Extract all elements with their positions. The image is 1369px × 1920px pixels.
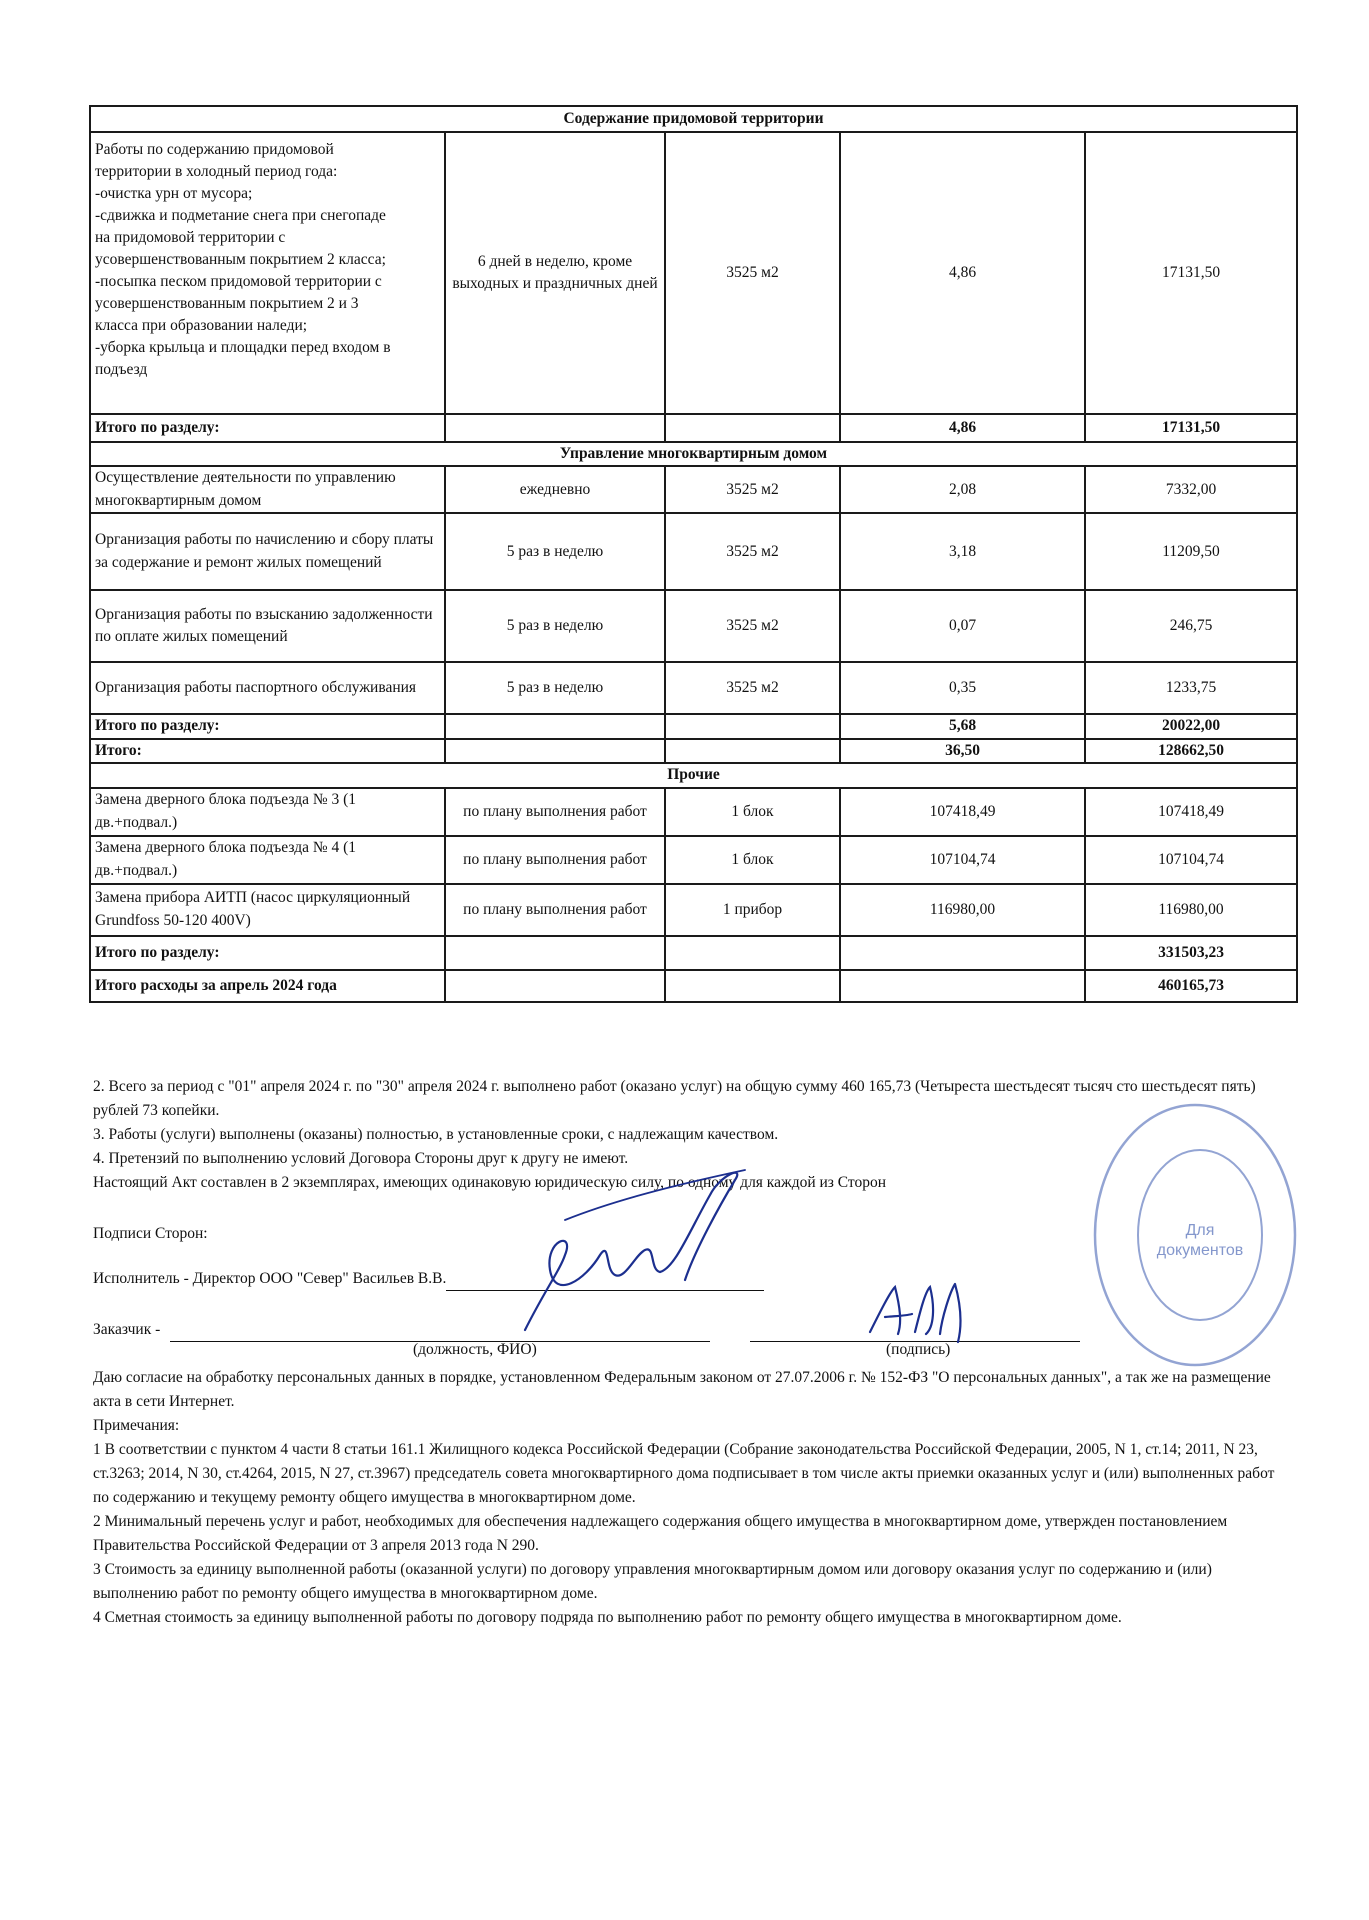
work-description: Замена прибора АИТП (насос циркуляционный Grundfoss 50-120 400V) bbox=[90, 884, 445, 936]
caption-position: (должность, ФИО) bbox=[413, 1341, 537, 1358]
statement-copies: Настоящий Акт составлен в 2 экземплярах, имеющих одинаковую юридическую силу, по одному для каждой из Сторон bbox=[93, 1174, 887, 1192]
section-header-row bbox=[90, 442, 1297, 466]
work-unit: 3525 м2 bbox=[665, 513, 840, 590]
work-description: Осуществление деятельности по управлению многоквартирным домом bbox=[90, 466, 445, 513]
note-2: 2 Минимальный перечень услуг и работ, необходимых для обеспечения надлежащего содержания общего имущества в многоквартирном доме, утвержден постановлением Правительства Российской Федерации от 3 апреля 2013 года N 290. bbox=[93, 1513, 1228, 1555]
executor-label: Исполнитель - Директор ООО "Север" Васильев В.В. bbox=[93, 1270, 447, 1287]
work-unit: 1 блок bbox=[665, 788, 840, 836]
signatures-title: Подписи Сторон: bbox=[93, 1225, 208, 1242]
table-row bbox=[90, 513, 1297, 590]
work-frequency: 5 раз в неделю bbox=[445, 662, 665, 714]
section-header-row bbox=[90, 106, 1297, 132]
total-label: Итого по разделу: bbox=[90, 414, 445, 442]
notes-title: Примечания: bbox=[93, 1417, 180, 1435]
work-description: Организация работы по начислению и сбору платы за содержание и ремонт жилых помещений bbox=[90, 513, 445, 590]
work-sum: 107418,49 bbox=[1085, 788, 1297, 836]
work-description: Замена дверного блока подъезда № 3 (1 дв.+подвал.) bbox=[90, 788, 445, 836]
consent-text: Даю согласие на обработку персональных данных в порядке, установленном Федеральным законом от 27.07.2006 г. № 152-ФЗ "О персональных данных", а так же на размещение акта в сети Интернет. bbox=[93, 1369, 1271, 1411]
table-row bbox=[90, 788, 1297, 836]
section-title: Управление многоквартирным домом bbox=[90, 442, 1297, 466]
section-title: Прочие bbox=[90, 763, 1297, 787]
total-sum: 20022,00 bbox=[1085, 714, 1297, 738]
works-table bbox=[89, 105, 1298, 1003]
work-rate: 0,35 bbox=[840, 662, 1085, 714]
note-1: 1 В соответствии с пунктом 4 части 8 статьи 161.1 Жилищного кодекса Российской Федерации (Собрание законодательства Российской Федерации, 2005, N 1, ст.14; 2011, N 23, ст.3263; 2014, N 30, ст.4264, 2015, N 27, ст.3967) председатель совета многоквартирного дома подписывает в том числе акты приемки оказанных услуг и (или) выполненных работ по содержанию и текущему ремонту общего имущества в многоквартирном доме. bbox=[93, 1441, 1275, 1507]
work-rate: 3,18 bbox=[840, 513, 1085, 590]
table-row bbox=[90, 884, 1297, 936]
work-rate: 107418,49 bbox=[840, 788, 1085, 836]
section-header-row bbox=[90, 763, 1297, 787]
work-sum: 246,75 bbox=[1085, 590, 1297, 662]
work-unit: 3525 м2 bbox=[665, 466, 840, 513]
total-label: Итого по разделу: bbox=[90, 936, 445, 970]
section-total-row bbox=[90, 936, 1297, 970]
work-frequency: ежедневно bbox=[445, 466, 665, 513]
work-frequency: 6 дней в неделю, кроме выходных и праздничных дней bbox=[445, 132, 665, 414]
table-row bbox=[90, 466, 1297, 513]
work-sum: 11209,50 bbox=[1085, 513, 1297, 590]
section-total-row bbox=[90, 714, 1297, 738]
work-frequency: по плану выполнения работ bbox=[445, 836, 665, 884]
expenses-total-row bbox=[90, 970, 1297, 1002]
executor-signature bbox=[505, 1160, 755, 1340]
work-sum: 7332,00 bbox=[1085, 466, 1297, 513]
work-frequency: 5 раз в неделю bbox=[445, 590, 665, 662]
notes-block bbox=[93, 1366, 1293, 1630]
work-unit: 3525 м2 bbox=[665, 590, 840, 662]
table-row bbox=[90, 836, 1297, 884]
work-rate: 116980,00 bbox=[840, 884, 1085, 936]
total-sum: 331503,23 bbox=[1085, 936, 1297, 970]
stamp-text-line2: документов bbox=[1156, 1242, 1244, 1259]
work-description: Замена дверного блока подъезда № 4 (1 дв.+подвал.) bbox=[90, 836, 445, 884]
expenses-total-sum: 460165,73 bbox=[1085, 970, 1297, 1002]
statement-no-claims: 4. Претензий по выполнению условий Договора Стороны друг к другу не имеют. bbox=[93, 1150, 629, 1168]
total-sum: 17131,50 bbox=[1085, 414, 1297, 442]
work-unit: 1 прибор bbox=[665, 884, 840, 936]
work-description: Организация работы паспортного обслуживания bbox=[90, 662, 445, 714]
work-unit: 3525 м2 bbox=[665, 132, 840, 414]
statement-total: 2. Всего за период с "01" апреля 2024 г. по "30" апреля 2024 г. выполнено работ (оказано услуг) на общую сумму 460 165,73 (Четыреста шестьдесят тысяч сто шестьдесят пять) рублей 73 копейки. bbox=[93, 1078, 1256, 1120]
grand-total-rate: 36,50 bbox=[840, 739, 1085, 763]
note-4: 4 Сметная стоимость за единицу выполненной работы по договору подряда по выполнению работ по ремонту общего имущества в многоквартирном доме. bbox=[93, 1609, 1122, 1627]
grand-total-row bbox=[90, 739, 1297, 763]
customer-label: Заказчик - bbox=[93, 1321, 161, 1338]
work-unit: 1 блок bbox=[665, 836, 840, 884]
work-frequency: 5 раз в неделю bbox=[445, 513, 665, 590]
work-description: Работы по содержанию придомовой территории в холодный период года: -очистка урн от мусора; -сдвижка и подметание снега при снегопаде на придомовой территории с усовершенствованным покрытием 2 класса; -посыпка песком придомовой территории с усовершенствованным покрытием 2 и 3 класса при образовании наледи; -уборка крыльца и площадки перед входом в подъезд bbox=[90, 132, 445, 414]
table-row bbox=[90, 590, 1297, 662]
work-rate: 0,07 bbox=[840, 590, 1085, 662]
work-rate: 4,86 bbox=[840, 132, 1085, 414]
grand-total-sum: 128662,50 bbox=[1085, 739, 1297, 763]
table-row bbox=[90, 662, 1297, 714]
work-rate: 107104,74 bbox=[840, 836, 1085, 884]
table-row bbox=[90, 132, 1297, 414]
statement-quality: 3. Работы (услуги) выполнены (оказаны) полностью, в установленные сроки, с надлежащим качеством. bbox=[93, 1126, 779, 1144]
customer-signature bbox=[860, 1272, 980, 1352]
total-label: Итого по разделу: bbox=[90, 714, 445, 738]
work-rate: 2,08 bbox=[840, 466, 1085, 513]
work-frequency: по плану выполнения работ bbox=[445, 884, 665, 936]
section-total-row bbox=[90, 414, 1297, 442]
work-sum: 116980,00 bbox=[1085, 884, 1297, 936]
work-frequency: по плану выполнения работ bbox=[445, 788, 665, 836]
work-sum: 107104,74 bbox=[1085, 836, 1297, 884]
caption-signature: (подпись) bbox=[886, 1341, 951, 1358]
total-rate: 5,68 bbox=[840, 714, 1085, 738]
company-stamp bbox=[1055, 1090, 1300, 1390]
stamp-text-line1: Для bbox=[1185, 1222, 1215, 1239]
work-sum: 17131,50 bbox=[1085, 132, 1297, 414]
grand-total-label: Итого: bbox=[90, 739, 445, 763]
section-title: Содержание придомовой территории bbox=[90, 106, 1297, 132]
note-3: 3 Стоимость за единицу выполненной работы (оказанной услуги) по договору управления многоквартирным домом или договору оказания услуг по содержанию и (или) выполнению работ по ремонту общего имущества в многоквартирном доме. bbox=[93, 1561, 1212, 1603]
work-description: Организация работы по взысканию задолженности по оплате жилых помещений bbox=[90, 590, 445, 662]
work-unit: 3525 м2 bbox=[665, 662, 840, 714]
work-sum: 1233,75 bbox=[1085, 662, 1297, 714]
total-rate: 4,86 bbox=[840, 414, 1085, 442]
expenses-total-label: Итого расходы за апрель 2024 года bbox=[90, 970, 445, 1002]
